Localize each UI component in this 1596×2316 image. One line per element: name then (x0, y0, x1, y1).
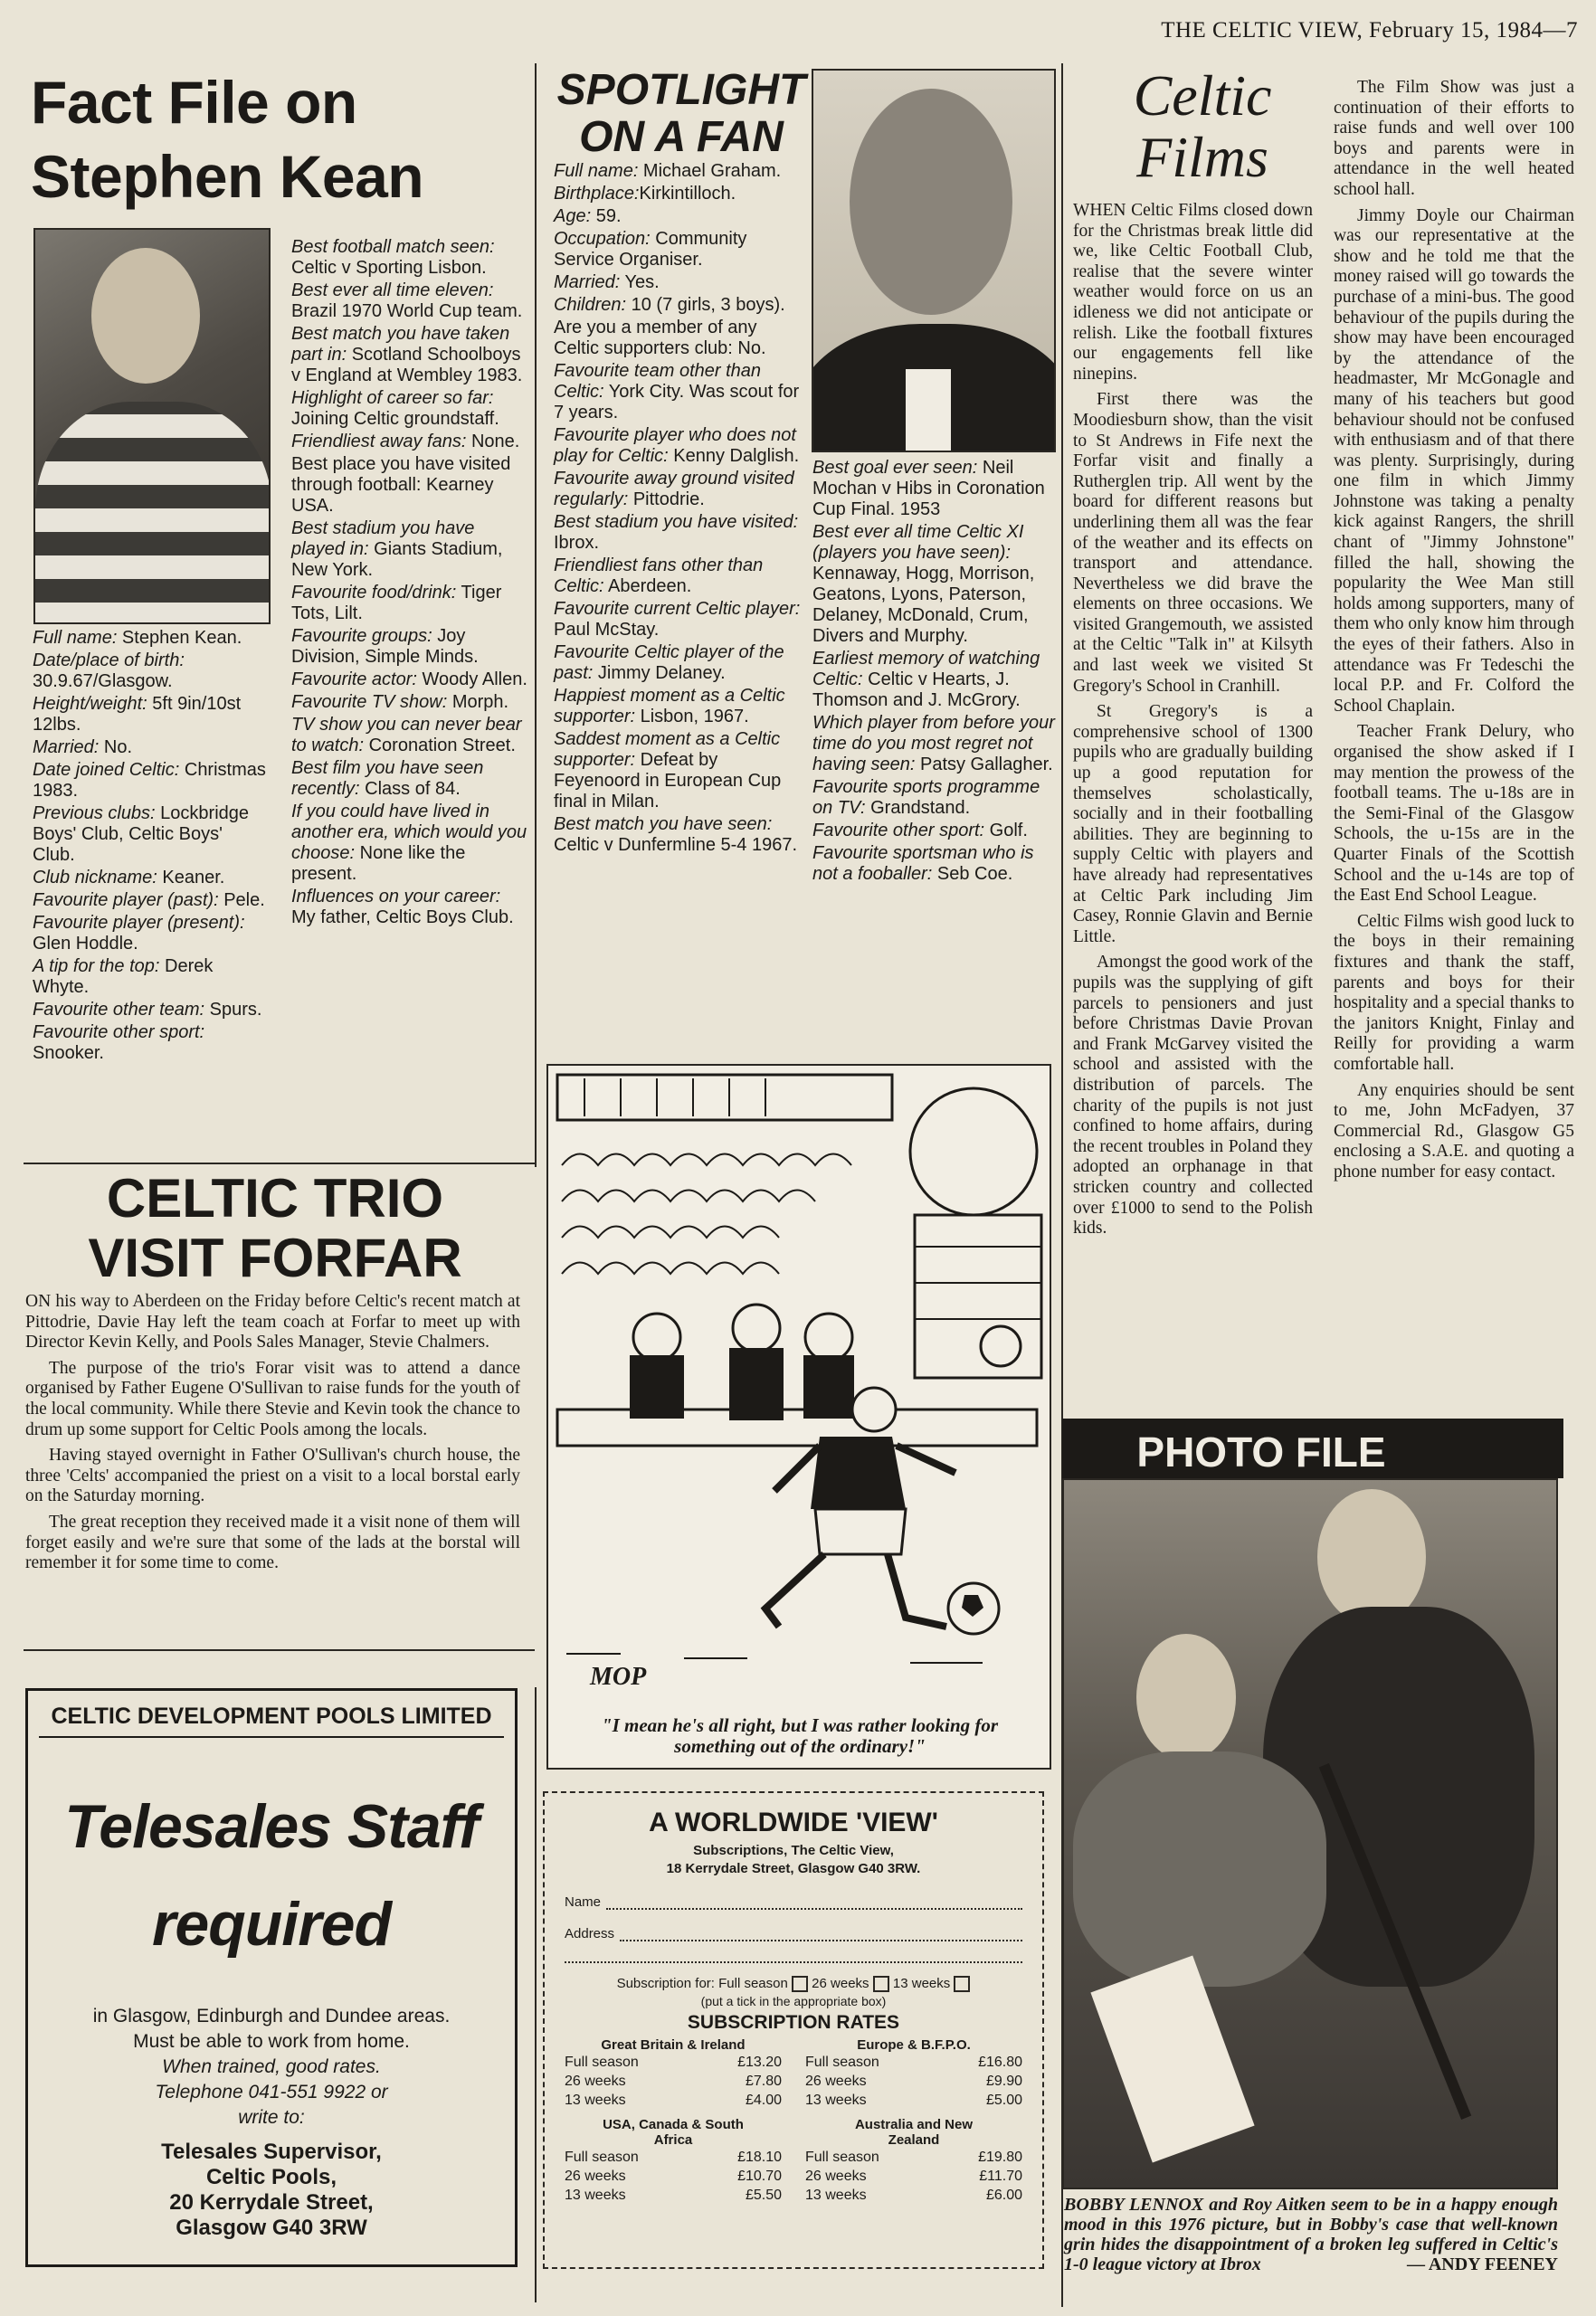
subscription-options: Subscription for: Full season 26 weeks 13 weeks (565, 1976, 1022, 1992)
rate-region: USA, Canada & South Africa Full season £18.10 26 weeks £10.70 13 weeks £5.50 (565, 2117, 782, 2204)
section-rule (24, 1163, 535, 1164)
fan-item: Full name: Michael Graham. (554, 161, 782, 181)
fan-item: Favourite team other than Celtic: York City. Was scout for 7 years. (554, 361, 800, 422)
section-rule (24, 1649, 535, 1651)
fan-item: Best stadium you have visited: Ibrox. (554, 512, 799, 553)
fact-item: Favourite player (present): Glen Hoddle. (33, 913, 245, 954)
fact-file-title: Fact File on Stephen Kean (31, 69, 424, 210)
subscription-coupon: A WORLDWIDE 'VIEW' Subscriptions, The Celtic View, 18 Kerrydale Street, Glasgow G40 3RW. Name Address Subscription for: Full season 26 weeks 13 weeks (put a tick in the appropriate box) SUBSCRIPTION RATES Great Britain & Ireland Full season £13.20 26 weeks £7.80 13 weeks £4.00 Europe & B.F.P.O. Full season £16.80 26 weeks £9.90 13 weeks £5.00 USA, Canada & South Africa Full season £18.10 26 weeks £10.70 13 weeks £5.50 Australia and New Zealand Full season £19.80 26 weeks £11.70 13 weeks £6.00 (543, 1791, 1044, 2269)
fan-item: Which player from before your time do you most regret not having seen: Patsy Gallagher. (812, 713, 1055, 774)
trio-article (25, 1292, 520, 1580)
fan-item: Best ever all time Celtic XI (players you have seen): Kennaway, Hogg, Morrison, Geatons, Lyons, Paterson, Delaney, McDonald, Crum, Divers and Murphy. (812, 522, 1035, 646)
rates-grid (565, 2037, 1022, 2205)
fact-item: Favourite groups: Joy Division, Simple Minds. (291, 626, 479, 667)
fact-item: Best stadium you have played in: Giants Stadium, New York. (291, 518, 503, 580)
article-paragraph: Celtic Films wish good luck to the boys in their remaining fixtures and thank the staff, parents and boys for their hospitality and a special thanks to the janitors Knight, Finlay and Reilly for providing a warm comfortable hall. (1334, 911, 1574, 1074)
article-paragraph: The purpose of the trio's Forar visit was to attend a dance organised by Father Eugene O'Sullivan to raise funds for the youth of the local community. While there Stevie and Kevin took the chance to drum up some support for Celtic Pools among the locals. (25, 1358, 520, 1439)
spotlight-right-list (812, 458, 1055, 887)
photo-file-caption: BOBBY LENNOX and Roy Aitken seem to be in a happy enough mood in this 1976 picture, but in Bobby's case that well-known grin hides the disappointment of a broken leg suffered in Celtic's 1-0 league victory at Ibrox — ANDY FEENEY (1064, 2195, 1558, 2274)
article-paragraph: Having stayed overnight in Father O'Sullivan's church house, the three 'Celts' accompanied the priest on a visit to a local borstal early on the Saturday morning. (25, 1446, 520, 1506)
fact-item: A tip for the top: Derek Whyte. (33, 956, 214, 997)
photo-file-image (1062, 1478, 1558, 2189)
fact-item: Best place you have visited through football: Kearney USA. (291, 454, 511, 516)
films-column-1 (1073, 201, 1313, 1245)
fan-item: Earliest memory of watching Celtic: Celtic v Hearts, J. Thomson and J. McGrory. (812, 649, 1040, 710)
fan-item: Best match you have seen: Celtic v Dunfermline 5-4 1967. (554, 814, 798, 855)
fact-item: Influences on your career: My father, Celtic Boys Club. (291, 887, 514, 927)
fan-item: Friendliest fans other than Celtic: Aberdeen. (554, 555, 764, 596)
fact-file-left-list (33, 628, 270, 1066)
fact-item: Best film you have seen recently: Class of 84. (291, 758, 484, 799)
fact-item: Favourite food/drink: Tiger Tots, Lilt. (291, 583, 502, 623)
column-rule (535, 1687, 537, 2302)
fact-item: Favourite other team: Spurs. (33, 1000, 262, 1020)
fact-file-right-list (291, 237, 528, 930)
fan-item: Favourite sportsman who is not a fooballer: Seb Coe. (812, 843, 1034, 884)
fact-item: Full name: Stephen Kean. (33, 628, 242, 648)
michael-graham-photo (812, 69, 1056, 452)
article-paragraph: Any enquiries should be sent to me, John McFadyen, 37 Commercial Rd., Glasgow G5 enclosing a S.A.E. and quoting a phone number for easy contact. (1334, 1080, 1574, 1182)
spotlight-title: SPOTLIGHT ON A FAN (556, 66, 806, 161)
fan-item: Favourite away ground visited regularly: Pittodrie. (554, 469, 794, 509)
article-paragraph: WHEN Celtic Films closed down for the Christmas break little did we, like Celtic Football Club, realise that the severe winter weather would force on us an idleness we did not anticipate or relish. Like the football fixtures our engagements fell like ninepins. (1073, 201, 1313, 384)
fact-item: If you could have lived in another era, which would you choose: None like the present. (291, 802, 527, 884)
26-weeks-checkbox[interactable] (873, 1976, 889, 1992)
13-weeks-checkbox[interactable] (954, 1976, 970, 1992)
cartoon-signature: MOP (590, 1663, 647, 1691)
running-head: THE CELTIC VIEW, February 15, 1984—7 (1161, 18, 1578, 43)
article-paragraph: Amongst the good work of the pupils was the supplying of gift parcels to pensioners and just before Christmas Davie Provan and Frank McGarvey visited the school and assisted with the distribution of parcels. The charity of the pupils is not just confined to home affairs, during the recent troubles in Poland they adopted an orphanage in that stricken country and collected over £1000 to send to the Polish kids. (1073, 953, 1313, 1239)
fact-item: Date/place of birth: 30.9.67/Glasgow. (33, 650, 185, 691)
fact-item: Favourite player (past): Pele. (33, 890, 265, 910)
cartoon (546, 1064, 1051, 1770)
fan-item: Best goal ever seen: Neil Mochan v Hibs in Coronation Cup Final. 1953 (812, 458, 1045, 519)
stephen-kean-photo (33, 228, 271, 624)
cartoon-drawing (548, 1066, 1050, 1681)
fact-item: Favourite actor: Woody Allen. (291, 669, 527, 689)
subscription-title: A WORLDWIDE 'VIEW' (649, 1808, 938, 1837)
article-paragraph: St Gregory's is a comprehensive school of 1300 pupils who are gradually building up a good reputation for themselves scholastically, socially and in their footballing abilities. They are beginning to supply Celtic with players and have already had representatives at Celtic Park including Jim Casey, Ronnie Glavin and Bernie Little. (1073, 702, 1313, 946)
fact-item: Best ever all time eleven: Brazil 1970 World Cup team. (291, 280, 523, 321)
fan-item: Happiest moment as a Celtic supporter: Lisbon, 1967. (554, 686, 785, 726)
fact-item: Favourite other sport: Snooker. (33, 1022, 205, 1063)
fact-item: Previous clubs: Lockbridge Boys' Club, Celtic Boys' Club. (33, 803, 250, 865)
fan-item: Birthplace:Kirkintilloch. (554, 184, 736, 204)
fact-item: Best match you have taken part in: Scotland Schoolboys v England at Wembley 1983. (291, 324, 523, 385)
rate-region: Great Britain & Ireland Full season £13.20 26 weeks £7.80 13 weeks £4.00 (565, 2037, 782, 2109)
ad-address: Telesales Supervisor, Celtic Pools, 20 Kerrydale Street, Glasgow G40 3RW (161, 2140, 382, 2240)
fan-item: Age: 59. (554, 206, 622, 226)
fan-item: Saddest moment as a Celtic supporter: Defeat by Feyenoord in European Cup final in Milan. (554, 729, 782, 812)
fact-item: Highlight of career so far: Joining Celtic groundstaff. (291, 388, 499, 429)
fact-item: TV show you can never bear to watch: Coronation Street. (291, 715, 522, 755)
full-season-checkbox[interactable] (792, 1976, 808, 1992)
article-paragraph: Jimmy Doyle our Chairman was our representative at the show and he told me that the money raised will go towards the purchase of a mini-bus. The good behaviour of the pupils during the show may have been encouraged by the attendance of the headmaster, Mr McGonagle and many of his teachers but good behaviour should not be confused with enthusiasm and of that there was plenty. Surprisingly, during one film in which Jimmy Johnstone was taking a penalty kick against Rangers, the shrill chant of "Jimmy Johnstone" filled the hall, showing the popularity the Wee Man still holds among supporters, many of them who only know him through the eyes of their fathers. Also in attendance was Fr Tedeschi the local P.P. and Fr. Colford the School Chaplain. (1334, 205, 1574, 716)
rate-region: Europe & B.F.P.O. Full season £16.80 26 weeks £9.90 13 weeks £5.00 (805, 2037, 1022, 2109)
fan-item: Favourite sports programme on TV: Grandstand. (812, 777, 1040, 818)
name-field[interactable]: Name (565, 1894, 1022, 1910)
ad-company: CELTIC DEVELOPMENT POOLS LIMITED (51, 1704, 492, 1729)
fan-item: Children: 10 (7 girls, 3 boys). (554, 295, 785, 315)
fact-item: Married: No. (33, 737, 133, 757)
photo-file-banner: PHOTO FILE (1062, 1419, 1563, 1478)
article-paragraph: The Film Show was just a continuation of their efforts to raise funds and well over 100 boys and parents were in attendance in the well heated school hall. (1334, 78, 1574, 199)
trio-title: CELTIC TRIO VISIT FORFAR (88, 1168, 462, 1288)
column-rule (535, 63, 537, 1167)
address-field[interactable]: Address (565, 1926, 1022, 1941)
fan-item: Favourite Celtic player of the past: Jimmy Delaney. (554, 642, 784, 683)
telesales-ad (25, 1688, 518, 2267)
article-paragraph: Teacher Frank Delury, who organised the show asked if I may mention the prowess of the football teams. The u-18s are in the Semi-Final of the Glasgow Schools, the u-15s are in the Quarter Finals of the Scottish School and the u-14s are top of the East End School League. (1334, 722, 1574, 906)
films-title: Celtic Films (1133, 63, 1272, 189)
fan-item: Favourite player who does not play for Celtic: Kenny Dalglish. (554, 425, 800, 466)
article-paragraph: First there was the Moodiesburn show, than the visit to St Andrews in Fife next the Forfar visit and finally a Rutherglen trip. All went by the board for different reasons but underlining them all was the fear of the weather and its effects on transport and attendance. Nevertheless we did brave the elements on three occasions. We visited Grangemouth, we assisted at the Celtic "Talk in" at Kilsyth and last week we visited St Gregory's School in Cranhill. (1073, 390, 1313, 696)
fact-item: Club nickname: Keaner. (33, 868, 225, 887)
article-paragraph: ON his way to Aberdeen on the Friday before Celtic's recent match at Pittodrie, Davie Hay left the team coach at Forfar to meet up with Director Kevin Kelly, and Pools Sales Manager, Stevie Chalmers. (25, 1292, 520, 1353)
fact-item: Friendliest away fans: None. (291, 432, 520, 451)
cartoon-caption: "I mean he's all right, but I was rather looking for something out of the ordinary!" (601, 1714, 999, 1757)
article-paragraph: The great reception they received made it a visit none of them will forget easily and we're sure that some of the lads at the borstal will remember it for some time to come. (25, 1512, 520, 1573)
fan-item: Are you a member of any Celtic supporters club: No. (554, 318, 766, 358)
fan-item: Occupation: Community Service Organiser. (554, 229, 747, 270)
films-column-2 (1334, 78, 1574, 1188)
fact-item: Favourite TV show: Morph. (291, 692, 509, 712)
spotlight-left-list (554, 161, 803, 858)
fact-item: Height/weight: 5ft 9in/10st 12lbs. (33, 694, 242, 735)
fact-item: Best football match seen: Celtic v Sporting Lisbon. (291, 237, 495, 278)
ad-headline: Telesales Staff required (64, 1792, 479, 1959)
fan-item: Favourite current Celtic player: Paul McStay. (554, 599, 801, 640)
fan-item: Favourite other sport: Golf. (812, 821, 1028, 840)
rate-region: Australia and New Zealand Full season £19.80 26 weeks £11.70 13 weeks £6.00 (805, 2117, 1022, 2204)
fan-item: Married: Yes. (554, 272, 660, 292)
fact-item: Date joined Celtic: Christmas 1983. (33, 760, 266, 801)
rates-title: SUBSCRIPTION RATES (687, 2012, 900, 2034)
ad-details: in Glasgow, Edinburgh and Dundee areas. Must be able to work from home. When trained, good rates. Telephone 041-551 9922 or write to: (92, 2006, 451, 2128)
